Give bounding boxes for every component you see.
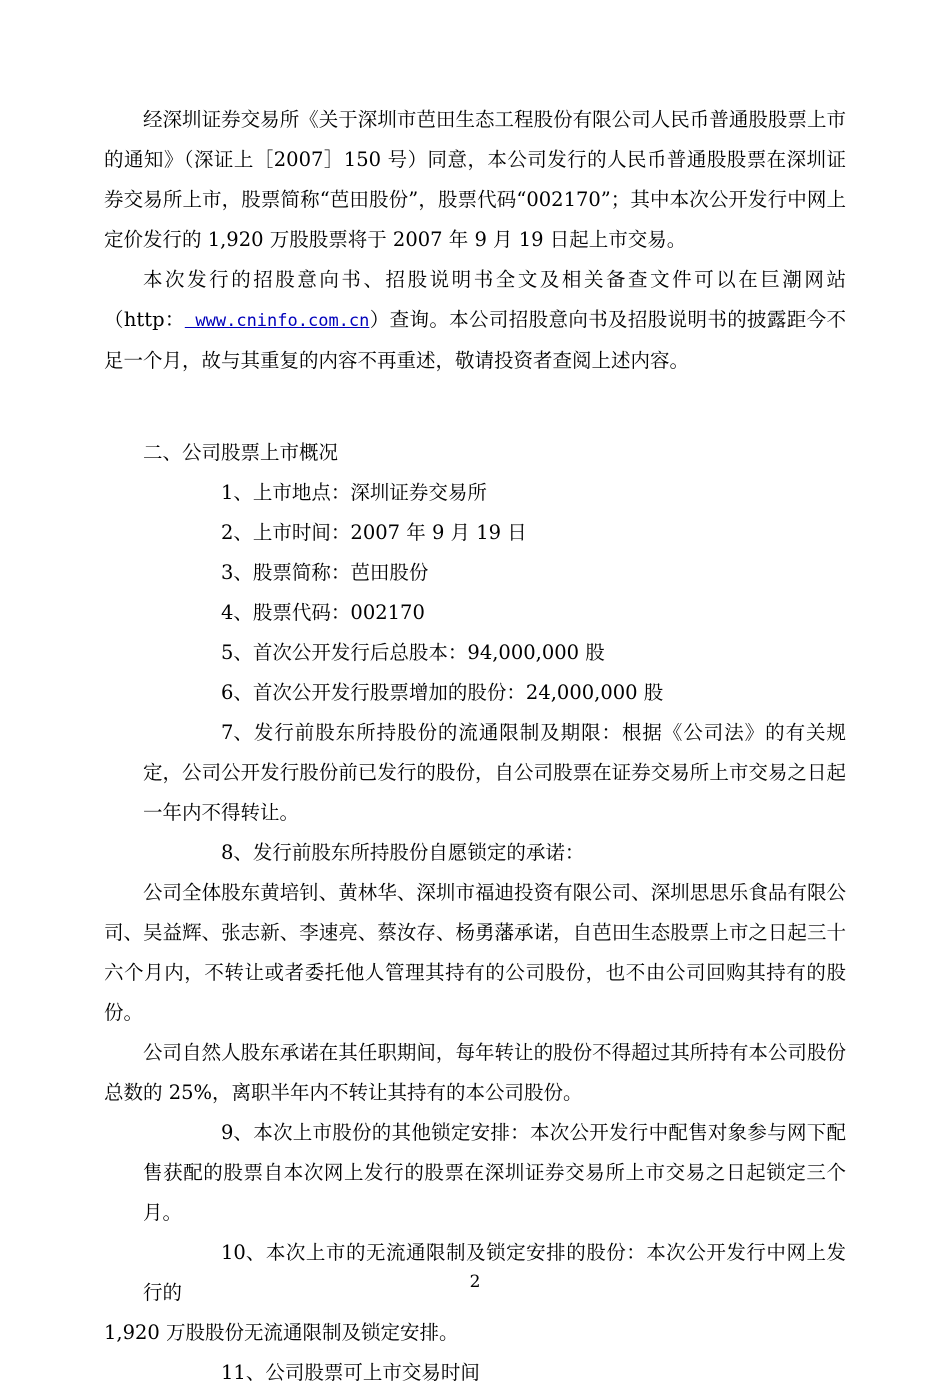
page-number: 2	[469, 1272, 481, 1292]
paragraph-trailing-share-count: 1,920 万股股份无流通限制及锁定安排。	[104, 1321, 459, 1344]
list-item	[104, 1353, 846, 1393]
list-item-number: 10、	[221, 1241, 266, 1264]
list-item	[104, 593, 846, 633]
list-item-number: 7、	[221, 721, 253, 744]
document-body	[104, 100, 846, 1393]
list-item-text: 公司股票可上市交易时间	[265, 1361, 480, 1384]
section-spacer	[104, 381, 846, 403]
list-item	[104, 713, 846, 833]
list-item-number: 3、	[221, 561, 253, 584]
paragraph-prospectus-text-before: 本次发行的招股意向书、招股说明书全文及相关备查文件可以在巨潮网站（http：	[104, 268, 846, 331]
section-heading-listing-overview: 二、公司股票上市概况	[143, 441, 339, 464]
list-item-text: 本次上市的无流通限制及锁定安排的股份：本次公开发行中网上发行的	[143, 1241, 846, 1304]
list-item-number: 11、	[221, 1361, 266, 1384]
list-item-number: 2、	[221, 521, 253, 544]
paragraph-listing-notice: 经深圳证券交易所《关于深圳市芭田生态工程股份有限公司人民币普通股股票上市的通知》（深证上［2007］150 号）同意，本公司发行的人民币普通股股票在深圳证券交易所上市，股票简称“芭田股份”，股票代码“002170”；其中本次公开发行中网上定价发行的 1,920 万股股票将于 2007 年 9 月 19 日起上市交易。	[104, 108, 846, 251]
paragraph-natural-person-lockup: 公司自然人股东承诺在其任职期间，每年转让的股份不得超过其所持有本公司股份总数的 25%，离职半年内不转让其持有的本公司股份。	[104, 1041, 846, 1104]
paragraph-prospectus-website	[104, 260, 846, 381]
list-item	[104, 513, 846, 553]
list-item-text: 发行前股东所持股份自愿锁定的承诺：	[252, 841, 585, 864]
paragraph-shareholder-lockup: 公司全体股东黄培钊、黄林华、深圳市福迪投资有限公司、深圳思思乐食品有限公司、吴益辉、张志新、李速亮、蔡汝存、杨勇藩承诺，自芭田生态股票上市之日起三十六个月内，不转让或者委托他人管理其持有的公司股份，也不由公司回购其持有的股份。	[104, 881, 846, 1024]
cninfo-website-link[interactable]: www.cninfo.com.cn	[184, 311, 370, 331]
list-item-number: 5、	[221, 641, 253, 664]
list-item	[104, 673, 846, 713]
list-item-text: 股票代码：002170	[252, 601, 425, 624]
list-item-number: 8、	[221, 841, 253, 864]
list-item-number: 4、	[221, 601, 253, 624]
list-item-text: 本次上市股份的其他锁定安排：本次公开发行中配售对象参与网下配售获配的股票自本次网上发行的股票在深圳证券交易所上市交易之日起锁定三个月。	[143, 1121, 846, 1224]
list-item	[104, 553, 846, 593]
list-item-text: 首次公开发行后总股本：94,000,000 股	[252, 641, 605, 664]
paragraph-prospectus-text-after: ）查询。本公司招股意向书及招股说明书的披露距今不足一个月，故与其重复的内容不再重述，敬请投资者查阅上述内容。	[104, 308, 846, 372]
list-item-text: 首次公开发行股票增加的股份：24,000,000 股	[252, 681, 664, 704]
list-item-number: 9、	[221, 1121, 253, 1144]
list-item-text: 上市时间：2007 年 9 月 19 日	[252, 521, 527, 544]
list-item-number: 1、	[221, 481, 253, 504]
list-item	[104, 633, 846, 673]
list-item-number: 6、	[221, 681, 253, 704]
list-item-text: 股票简称：芭田股份	[252, 561, 429, 584]
list-item	[104, 1113, 846, 1233]
list-item	[104, 473, 846, 513]
list-item-text: 上市地点：深圳证券交易所	[252, 481, 487, 504]
list-item	[104, 833, 846, 873]
list-item-text: 发行前股东所持股份的流通限制及期限：根据《公司法》的有关规定，公司公开发行股份前已发行的股份，自公司股票在证券交易所上市交易之日起一年内不得转让。	[143, 721, 846, 824]
